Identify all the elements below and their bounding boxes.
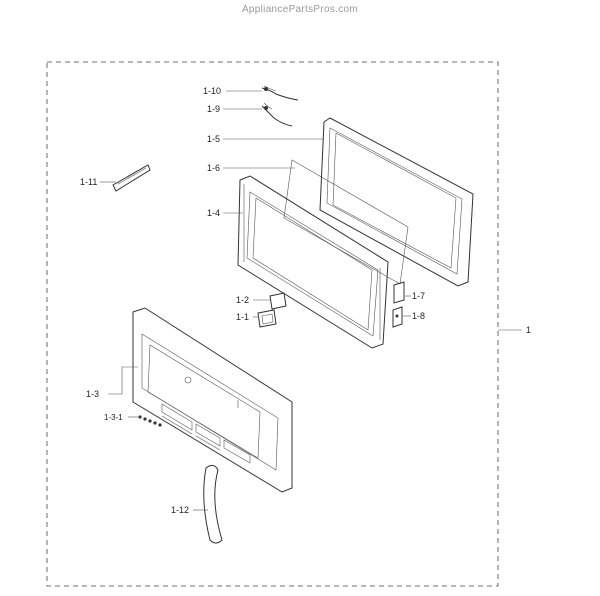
callout-1-1: 1-1: [236, 312, 250, 322]
callout-1-8: 1-8: [412, 311, 426, 321]
part-1-11-rod: [113, 165, 150, 191]
part-1-5-frame: [320, 118, 473, 286]
callout-1-11: 1-11: [80, 177, 98, 187]
callout-1: 1: [526, 325, 532, 335]
callout-1-12: 1-12: [171, 505, 190, 515]
part-1-6-glass: [284, 160, 408, 284]
part-1-2-piece: [270, 293, 286, 309]
part-1-4-frame: [238, 176, 388, 348]
callout-1-4: 1-4: [207, 208, 221, 218]
callout-1-5: 1-5: [207, 134, 221, 144]
callout-1-7: 1-7: [412, 291, 426, 301]
part-1-8-bracket: [393, 307, 402, 327]
callout-1-10: 1-10: [203, 86, 222, 96]
callout-1-6: 1-6: [207, 163, 221, 173]
callout-1-2: 1-2: [236, 295, 250, 305]
part-1-9-clip: [262, 103, 292, 126]
part-1-7-bracket: [394, 282, 404, 303]
callout-1-3-1: 1-3-1: [104, 413, 123, 422]
assembly-boundary: [47, 62, 498, 586]
callout-1-3: 1-3: [86, 389, 100, 399]
callout-1-9: 1-9: [207, 104, 221, 114]
part-1-10-clip: [262, 86, 298, 100]
part-1-12-strip: [204, 465, 222, 543]
watermark: AppliancePartsPros.com: [241, 4, 359, 15]
part-1-3-panel: [133, 308, 292, 492]
part-1-1-piece: [258, 310, 276, 327]
